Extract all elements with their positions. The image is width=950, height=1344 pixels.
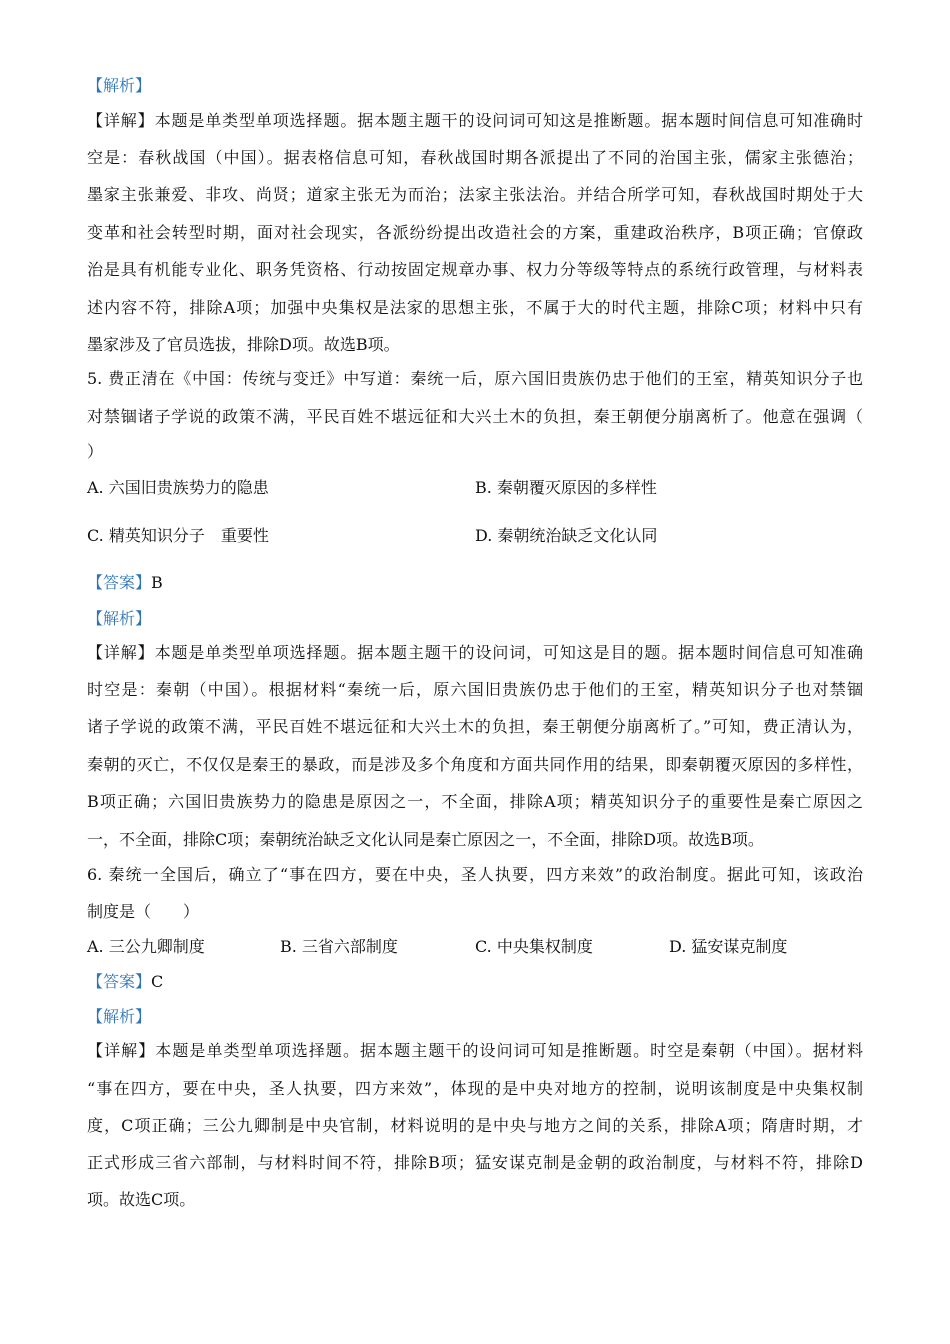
q5-detail-line-text: 本题是单类型单项选择题。据本题主题干的设问词，可知这是目的题。据本题时间信息可知准确 bbox=[154, 643, 863, 662]
q6-detail-line-text: 正式形成三省六部制，与材料时间不符，排除B项；猛安谋克制是金朝的政治制度，与材料不符，排除D bbox=[87, 1153, 863, 1172]
q5-option: A. 六国旧贵族势力的隐患 bbox=[87, 478, 269, 497]
q5-option: D. 秦朝统治缺乏文化认同 bbox=[475, 526, 658, 545]
q6-detail-line-text: 项。故选C项。 bbox=[87, 1190, 196, 1209]
q4-detail-line bbox=[87, 147, 863, 169]
q6-detail-line bbox=[87, 1115, 863, 1137]
analysis-heading bbox=[87, 75, 863, 97]
q5-detail-line-text: 一，不全面，排除C项；秦朝统治缺乏文化认同是秦亡原因之一，不全面，排除D项。故选B项。 bbox=[87, 830, 764, 849]
detail-label: 【详解】 bbox=[87, 643, 155, 662]
q6-detail-line bbox=[87, 1189, 863, 1211]
q5-stem-line bbox=[87, 368, 863, 390]
answer-heading bbox=[87, 572, 863, 594]
q5-detail-line bbox=[87, 754, 863, 776]
q6-detail-line-text: “事在四方，要在中央，圣人执要，四方来效”，体现的是中央对地方的控制，说明该制度是中央集权制 bbox=[87, 1079, 863, 1098]
detail-label: 【详解】 bbox=[87, 1041, 156, 1060]
q4-detail-line-text: 墨家主张兼爱、非攻、尚贤；道家主张无为而治；法家主张法治。并结合所学可知，春秋战国时期处于大 bbox=[87, 185, 863, 204]
q6-stem-line-text: 制度是（ ） bbox=[87, 902, 200, 921]
q4-detail-line bbox=[87, 222, 863, 244]
q5-detail-line bbox=[87, 829, 863, 851]
q5-stem-line-text: 对禁锢诸子学说的政策不满，平民百姓不堪远征和大兴土木的负担，秦王朝便分崩离析了。他意在强调（ bbox=[87, 407, 863, 426]
q4-detail-line bbox=[87, 297, 863, 319]
q6-option: A. 三公九卿制度 bbox=[87, 937, 205, 956]
q6-detail-line bbox=[87, 1152, 863, 1174]
answer-heading bbox=[87, 971, 863, 993]
q4-detail-line-text: 述内容不符，排除A项；加强中央集权是法家的思想主张，不属于大的时代主题，排除C项；材料中只有 bbox=[87, 298, 863, 317]
analysis-heading bbox=[87, 608, 863, 630]
q6-option: B. 三省六部制度 bbox=[280, 937, 398, 956]
analysis-heading bbox=[87, 1006, 863, 1028]
q6-option: D. 猛安谋克制度 bbox=[669, 937, 788, 956]
answer-value: B bbox=[151, 573, 163, 592]
q4-detail-line bbox=[87, 110, 863, 132]
analysis-label: 【解析】 bbox=[87, 1007, 152, 1026]
analysis-label: 【解析】 bbox=[87, 609, 152, 628]
q4-detail-line-text: 空是：春秋战国（中国）。据表格信息可知，春秋战国时期各派提出了不同的治国主张，儒家主张德治； bbox=[87, 148, 863, 167]
q5-detail-line bbox=[87, 716, 863, 738]
q5-detail-line-text: 诸子学说的政策不满，平民百姓不堪远征和大兴土木的负担，秦王朝便分崩离析了。”可知，费正清认为， bbox=[87, 717, 863, 736]
q6-stem-line-text: 6. 秦统一全国后，确立了“事在四方，要在中央，圣人执要，四方来效”的政治制度。据此可知，该政治 bbox=[87, 865, 863, 884]
q5-detail-line bbox=[87, 791, 863, 813]
analysis-label: 【解析】 bbox=[87, 76, 152, 95]
q5-detail-line-text: B项正确；六国旧贵族势力的隐患是原因之一，不全面，排除A项；精英知识分子的重要性是秦亡原因之 bbox=[87, 792, 863, 811]
q4-detail-line bbox=[87, 184, 863, 206]
q6-detail-line bbox=[87, 1040, 863, 1062]
answer-label: 【答案】 bbox=[87, 573, 152, 592]
q4-detail-line-text: 本题是单类型单项选择题。据本题主题干的设问词可知这是推断题。据本题时间信息可知准确时 bbox=[154, 111, 863, 130]
q4-detail-line bbox=[87, 259, 863, 281]
q4-detail-line bbox=[87, 334, 863, 356]
detail-label: 【详解】 bbox=[87, 111, 155, 130]
q6-detail-line bbox=[87, 1078, 863, 1100]
q5-option: B. 秦朝覆灭原因的多样性 bbox=[475, 478, 657, 497]
q6-stem-line bbox=[87, 901, 863, 923]
q5-detail-line-text: 时空是：秦朝（中国）。根据材料“秦统一后，原六国旧贵族仍忠于他们的王室，精英知识分子也对禁锢 bbox=[87, 680, 863, 699]
q5-option: C. 精英知识分子 重要性 bbox=[87, 526, 269, 545]
answer-value: C bbox=[151, 972, 164, 991]
q5-detail-line bbox=[87, 679, 863, 701]
q5-stem-line-text: 5. 费正清在《中国：传统与变迁》中写道：秦统一后，原六国旧贵族仍忠于他们的王室，精英知识分子也 bbox=[87, 369, 863, 388]
answer-label: 【答案】 bbox=[87, 972, 152, 991]
q6-option: C. 中央集权制度 bbox=[475, 937, 593, 956]
q4-detail-line-text: 治是具有机能专业化、职务凭资格、行动按固定规章办事、权力分等级等特点的系统行政管理，与材料表 bbox=[87, 260, 863, 279]
q6-stem-line bbox=[87, 864, 863, 886]
q5-stem-line bbox=[87, 441, 863, 463]
q5-stem-line bbox=[87, 406, 863, 428]
q6-detail-line-text: 度，C项正确；三公九卿制是中央官制，材料说明的是中央与地方之间的关系，排除A项；隋唐时期，才 bbox=[87, 1116, 863, 1135]
q4-detail-line-text: 变革和社会转型时期，面对社会现实，各派纷纷提出改造社会的方案，重建政治秩序，B项正确；官僚政 bbox=[87, 223, 863, 242]
q5-detail-line bbox=[87, 642, 863, 664]
q5-stem-line-text: ） bbox=[87, 442, 104, 461]
q6-detail-line-text: 本题是单类型单项选择题。据本题主题干的设问词可知是推断题。时空是秦朝（中国）。据材料 bbox=[155, 1041, 863, 1060]
q4-detail-line-text: 墨家涉及了官员选拔，排除D项。故选B项。 bbox=[87, 335, 400, 354]
q5-detail-line-text: 秦朝的灭亡，不仅仅是秦王的暴政，而是涉及多个角度和方面共同作用的结果，即秦朝覆灭原因的多样性， bbox=[87, 755, 863, 774]
